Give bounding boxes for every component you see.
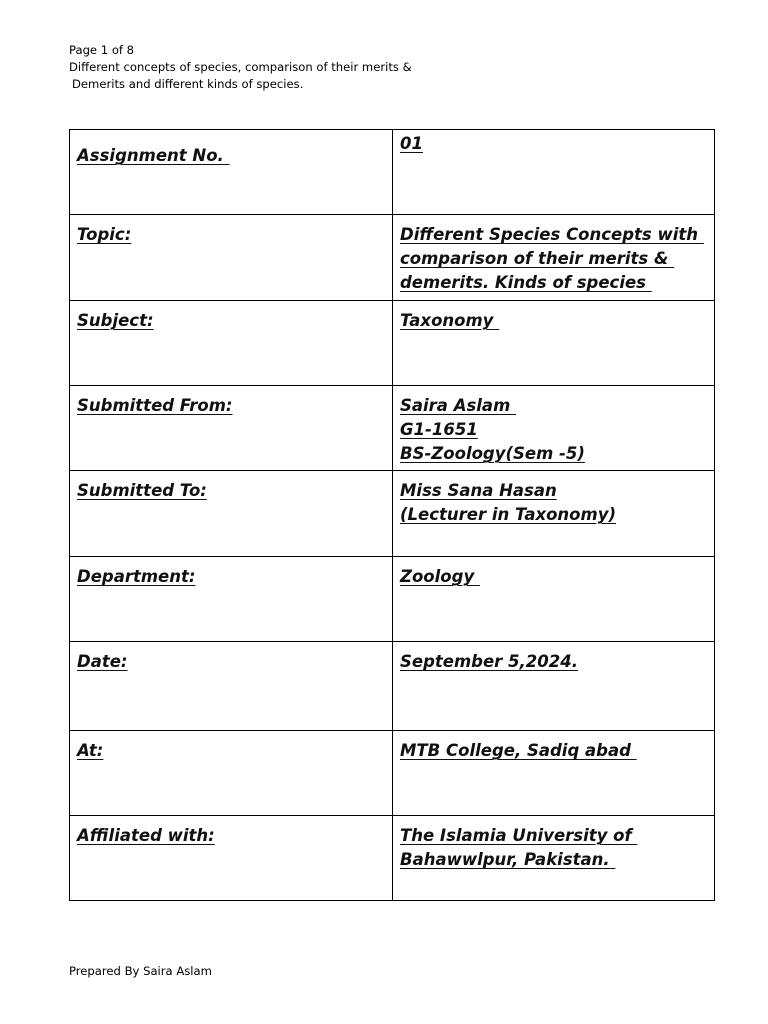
- value-cell: [393, 301, 715, 386]
- date-label: Date:: [77, 652, 128, 671]
- affiliated-with-value-line-2: Bahawwlpur, Pakistan.: [400, 850, 616, 869]
- label-cell: [70, 130, 393, 215]
- label-cell: [70, 471, 393, 557]
- label-cell: [70, 816, 393, 901]
- subject-value: Taxonomy: [400, 311, 500, 330]
- value-cell: [393, 130, 715, 215]
- date-value: September 5,2024.: [400, 652, 578, 671]
- table-row-submitted-to: [70, 471, 715, 557]
- assignment-cover-table: [69, 129, 715, 901]
- label-cell: [70, 642, 393, 731]
- submitted-from-name: Saira Aslam: [400, 396, 517, 415]
- at-label: At:: [77, 741, 104, 760]
- subject-label: Subject:: [77, 311, 154, 330]
- topic-value-line-3: demerits. Kinds of species: [400, 273, 652, 292]
- value-cell: [393, 731, 715, 816]
- label-cell: [70, 301, 393, 386]
- label-cell: [70, 215, 393, 301]
- topic-value-line-1: Different Species Concepts with: [400, 225, 704, 244]
- topic-label: Topic:: [77, 225, 132, 244]
- table-row-assignment-no: [70, 130, 715, 215]
- prepared-by-text: Prepared By Saira Aslam: [69, 964, 212, 978]
- page-footer: [69, 963, 212, 980]
- value-cell: [393, 816, 715, 901]
- page-header: [69, 42, 489, 93]
- value-cell: [393, 642, 715, 731]
- page-indicator: Page 1 of 8: [69, 43, 135, 57]
- assignment-no-value: 01: [400, 134, 423, 153]
- affiliated-with-label: Affiliated with:: [77, 826, 215, 845]
- submitted-to-label: Submitted To:: [77, 481, 207, 500]
- submitted-to-name: Miss Sana Hasan: [400, 481, 557, 500]
- submitted-from-program: BS-Zoology(Sem -5): [400, 444, 585, 463]
- assignment-no-label: Assignment No.: [77, 146, 230, 165]
- table-row-subject: [70, 301, 715, 386]
- value-cell: [393, 215, 715, 301]
- label-cell: [70, 731, 393, 816]
- value-cell: [393, 557, 715, 642]
- value-cell: [393, 471, 715, 557]
- document-title-line-2: Demerits and different kinds of species.: [72, 77, 304, 91]
- table-row-submitted-from: [70, 386, 715, 471]
- topic-value-line-2: comparison of their merits &: [400, 249, 675, 268]
- document-title-line-1: Different concepts of species, comparison of their merits &: [69, 60, 412, 74]
- table-row-department: [70, 557, 715, 642]
- table-row-affiliated-with: [70, 816, 715, 901]
- label-cell: [70, 557, 393, 642]
- table-row-date: [70, 642, 715, 731]
- affiliated-with-value-line-1: The Islamia University of: [400, 826, 638, 845]
- at-value: MTB College, Sadiq abad: [400, 741, 637, 760]
- submitted-to-designation: (Lecturer in Taxonomy): [400, 505, 616, 524]
- department-value: Zoology: [400, 567, 480, 586]
- table-row-topic: [70, 215, 715, 301]
- submitted-from-roll-no: G1-1651: [400, 420, 478, 439]
- department-label: Department:: [77, 567, 196, 586]
- value-cell: [393, 386, 715, 471]
- label-cell: [70, 386, 393, 471]
- table-row-at: [70, 731, 715, 816]
- submitted-from-label: Submitted From:: [77, 396, 233, 415]
